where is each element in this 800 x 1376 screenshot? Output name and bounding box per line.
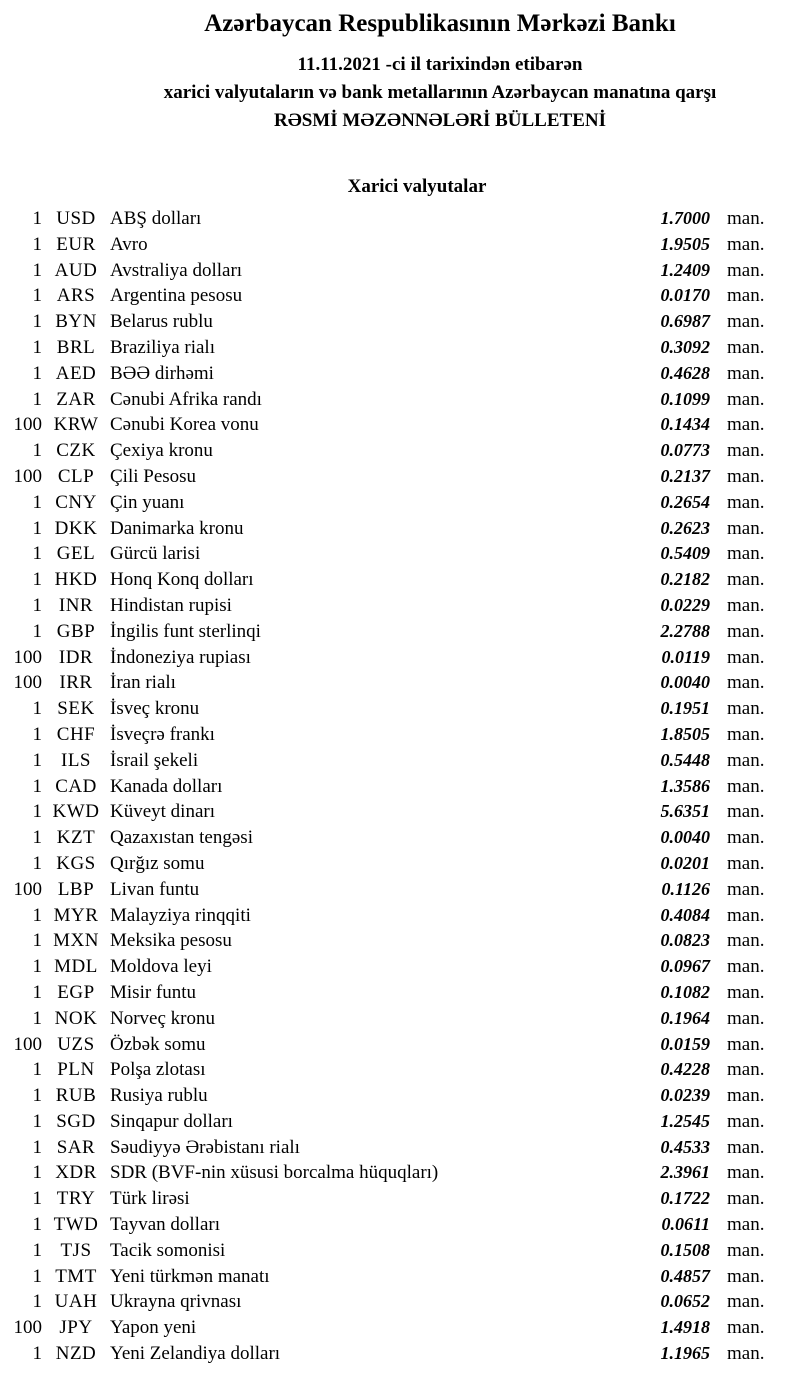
unit-label: man. — [727, 259, 765, 281]
currency-code: KRW — [53, 414, 99, 436]
exchange-rate: 1.9505 — [660, 233, 710, 254]
currency-row — [0, 232, 800, 258]
currency-code: NZD — [55, 1343, 97, 1365]
currency-name: İndoneziya rupiası — [110, 646, 251, 668]
currency-name: Hindistan rupisi — [110, 594, 232, 616]
currency-quantity: 1 — [32, 1059, 42, 1081]
exchange-rate: 0.2654 — [660, 491, 710, 512]
currency-row — [0, 1264, 800, 1290]
currency-name: Argentina pesosu — [110, 285, 243, 307]
currency-row — [0, 1186, 800, 1212]
unit-label: man. — [727, 1136, 765, 1158]
currency-quantity: 1 — [32, 1110, 42, 1132]
unit-label: man. — [727, 491, 765, 513]
currency-row — [0, 1006, 800, 1032]
currency-code: CHF — [56, 723, 96, 745]
unit-label: man. — [727, 1265, 765, 1287]
exchange-rate: 0.1964 — [660, 1007, 710, 1028]
currency-quantity: 1 — [32, 336, 42, 358]
exchange-rate: 0.2182 — [660, 569, 710, 590]
bulletin-title: RƏSMİ MƏZƏNNƏLƏRİ BÜLLETENİ — [273, 110, 606, 131]
currency-row — [0, 903, 800, 929]
currency-name: İran rialı — [110, 672, 176, 694]
unit-label: man. — [727, 1214, 765, 1236]
currency-row — [0, 438, 800, 464]
unit-label: man. — [727, 233, 765, 255]
exchange-rate: 0.1082 — [660, 981, 710, 1002]
currency-row — [0, 387, 800, 413]
exchange-rate: 0.5409 — [660, 543, 710, 564]
currency-name: İsveçrə frankı — [110, 723, 215, 745]
section-title-foreign-currencies: Xarici valyutalar — [347, 176, 487, 197]
currency-row — [0, 1160, 800, 1186]
currency-code: SEK — [57, 698, 95, 720]
currency-code: GBP — [56, 620, 96, 642]
currency-name: Çili Pesosu — [110, 465, 197, 487]
currency-code: TRY — [56, 1188, 96, 1210]
exchange-rate: 0.2623 — [660, 517, 710, 538]
currency-quantity: 1 — [32, 1188, 42, 1210]
currency-quantity: 1 — [32, 749, 42, 771]
unit-label: man. — [727, 930, 765, 952]
currency-name: BƏƏ dirhəmi — [110, 362, 214, 384]
unit-label: man. — [727, 801, 765, 823]
exchange-rate: 0.0119 — [661, 646, 710, 667]
currency-name: Honq Konq dolları — [110, 569, 254, 591]
currency-name: Moldova leyi — [110, 956, 212, 978]
currency-quantity: 100 — [13, 672, 42, 694]
currency-row — [0, 1032, 800, 1058]
currency-name: Sinqapur dolları — [110, 1110, 233, 1132]
currency-name: Tayvan dolları — [110, 1214, 220, 1236]
currency-code: LBP — [57, 878, 95, 900]
effective-date-line: 11.11.2021 -ci il tarixindən etibarən — [297, 54, 583, 75]
currency-quantity: 1 — [32, 285, 42, 307]
unit-label: man. — [727, 1162, 765, 1184]
currency-row — [0, 361, 800, 387]
currency-quantity: 1 — [32, 1007, 42, 1029]
exchange-rate: 0.0823 — [660, 930, 710, 951]
currency-name: Qırğız somu — [110, 852, 205, 874]
currency-code: CAD — [55, 775, 97, 797]
currency-code: HKD — [54, 569, 98, 591]
currency-code: MDL — [54, 956, 98, 978]
exchange-rate: 0.5448 — [660, 749, 710, 770]
currency-row — [0, 980, 800, 1006]
currency-name: Braziliya rialı — [110, 336, 215, 358]
currency-quantity: 1 — [32, 208, 42, 229]
currency-quantity: 1 — [32, 517, 42, 539]
currency-code: UZS — [57, 1033, 95, 1055]
exchange-rate: 0.3092 — [660, 336, 710, 357]
unit-label: man. — [727, 672, 765, 694]
currency-code: CNY — [55, 491, 97, 513]
exchange-rate: 2.2788 — [660, 620, 710, 641]
currency-quantity: 1 — [32, 852, 42, 874]
exchange-rate-table — [0, 206, 800, 1367]
currency-quantity: 1 — [32, 775, 42, 797]
currency-row — [0, 1135, 800, 1161]
unit-label: man. — [727, 517, 765, 539]
currency-quantity: 1 — [32, 233, 42, 255]
unit-label: man. — [727, 1085, 765, 1107]
unit-label: man. — [727, 775, 765, 797]
currency-row — [0, 335, 800, 361]
currency-row — [0, 1341, 800, 1367]
currency-row — [0, 567, 800, 593]
currency-code: INR — [58, 594, 94, 616]
currency-row — [0, 309, 800, 335]
currency-row — [0, 412, 800, 438]
unit-label: man. — [727, 1059, 765, 1081]
unit-label: man. — [727, 956, 765, 978]
currency-code: CLP — [57, 465, 95, 487]
currency-code: DKK — [54, 517, 98, 539]
unit-label: man. — [727, 698, 765, 720]
currency-row — [0, 954, 800, 980]
exchange-rate: 0.0773 — [660, 440, 710, 461]
currency-name: Çin yuanı — [110, 491, 185, 513]
currency-code: BRL — [56, 336, 96, 358]
exchange-rate: 1.1965 — [660, 1343, 710, 1364]
currency-code: XDR — [55, 1162, 97, 1184]
currency-row — [0, 283, 800, 309]
exchange-rate: 0.4857 — [660, 1265, 710, 1286]
currency-code: ZAR — [56, 388, 96, 410]
currency-quantity: 1 — [32, 801, 42, 823]
currency-row — [0, 464, 800, 490]
currency-quantity: 1 — [32, 388, 42, 410]
currency-row — [0, 1315, 800, 1341]
currency-row — [0, 593, 800, 619]
currency-quantity: 1 — [32, 594, 42, 616]
unit-label: man. — [727, 208, 765, 229]
currency-name: Kanada dolları — [110, 775, 223, 797]
currency-quantity: 1 — [32, 1136, 42, 1158]
currency-name: Misir funtu — [110, 981, 197, 1003]
currency-row — [0, 670, 800, 696]
currency-name: Meksika pesosu — [110, 930, 232, 952]
currency-code: IDR — [58, 646, 94, 668]
currency-name: Malayziya rinqqiti — [110, 904, 251, 926]
unit-label: man. — [727, 569, 765, 591]
exchange-rate: 0.0201 — [660, 852, 710, 873]
currency-quantity: 100 — [13, 414, 42, 436]
currency-quantity: 1 — [32, 620, 42, 642]
currency-name: İsrail şekeli — [110, 749, 199, 771]
unit-label: man. — [727, 311, 765, 333]
currency-code: AED — [55, 362, 97, 384]
currency-quantity: 1 — [32, 1239, 42, 1261]
unit-label: man. — [727, 465, 765, 487]
bank-title: Azərbaycan Respublikasının Mərkəzi Bankı — [204, 10, 676, 37]
unit-label: man. — [727, 1317, 765, 1339]
currency-code: AUD — [54, 259, 98, 281]
currency-quantity: 100 — [13, 646, 42, 668]
currency-row — [0, 1109, 800, 1135]
exchange-rate: 0.0229 — [660, 594, 710, 615]
unit-label: man. — [727, 440, 765, 462]
currency-row — [0, 799, 800, 825]
exchange-rate: 0.4228 — [660, 1059, 710, 1080]
unit-label: man. — [727, 362, 765, 384]
unit-label: man. — [727, 594, 765, 616]
currency-quantity: 100 — [13, 465, 42, 487]
currency-name: Cənubi Korea vonu — [110, 414, 259, 436]
currency-name: Belarus rublu — [110, 311, 213, 333]
currency-name: Türk lirəsi — [110, 1188, 190, 1210]
currency-quantity: 100 — [13, 878, 42, 900]
subject-line: xarici valyutaların və bank metallarının Azərbaycan manatına qarşı — [163, 82, 717, 103]
currency-code: MXN — [53, 930, 99, 952]
exchange-rate: 0.2137 — [660, 465, 710, 486]
currency-code: CZK — [56, 440, 96, 462]
currency-name: Cənubi Afrika randı — [110, 388, 262, 410]
currency-row — [0, 1212, 800, 1238]
currency-row — [0, 877, 800, 903]
exchange-rate: 2.3961 — [660, 1162, 710, 1183]
currency-code: SGD — [56, 1110, 96, 1132]
currency-row — [0, 258, 800, 284]
currency-quantity: 1 — [32, 981, 42, 1003]
currency-quantity: 1 — [32, 259, 42, 281]
currency-name: Küveyt dinarı — [110, 801, 216, 823]
currency-row — [0, 825, 800, 851]
exchange-rate: 0.0967 — [660, 956, 710, 977]
currency-row — [0, 774, 800, 800]
currency-name: Özbək somu — [110, 1033, 206, 1055]
exchange-rate: 0.0040 — [660, 827, 710, 848]
currency-quantity: 1 — [32, 827, 42, 849]
currency-quantity: 100 — [13, 1317, 42, 1339]
exchange-rate: 1.8505 — [660, 723, 710, 744]
unit-label: man. — [727, 414, 765, 436]
currency-quantity: 1 — [32, 930, 42, 952]
currency-code: KGS — [56, 852, 96, 874]
currency-row — [0, 1057, 800, 1083]
currency-code: EGP — [57, 981, 95, 1003]
exchange-rate: 1.7000 — [660, 208, 710, 228]
currency-quantity: 100 — [13, 1033, 42, 1055]
currency-name: Polşa zlotası — [110, 1059, 206, 1081]
currency-row — [0, 516, 800, 542]
currency-row — [0, 928, 800, 954]
exchange-rate: 0.1508 — [660, 1239, 710, 1260]
exchange-rate: 0.4533 — [660, 1136, 710, 1157]
currency-name: Səudiyyə Ərəbistanı rialı — [110, 1136, 300, 1158]
currency-name: Avstraliya dolları — [110, 259, 243, 281]
unit-label: man. — [727, 1033, 765, 1055]
currency-row — [0, 851, 800, 877]
currency-quantity: 1 — [32, 1343, 42, 1365]
currency-quantity: 1 — [32, 362, 42, 384]
currency-code: ARS — [56, 285, 96, 307]
unit-label: man. — [727, 1188, 765, 1210]
currency-code: MYR — [53, 904, 99, 926]
currency-row — [0, 748, 800, 774]
currency-quantity: 1 — [32, 543, 42, 565]
unit-label: man. — [727, 620, 765, 642]
exchange-rate: 0.1951 — [660, 698, 710, 719]
currency-row — [0, 1289, 800, 1315]
currency-code: NOK — [54, 1007, 98, 1029]
unit-label: man. — [727, 388, 765, 410]
currency-quantity: 1 — [32, 440, 42, 462]
exchange-rate: 0.0040 — [660, 672, 710, 693]
currency-name: Norveç kronu — [110, 1007, 215, 1029]
currency-code: KZT — [56, 827, 96, 849]
unit-label: man. — [727, 543, 765, 565]
unit-label: man. — [727, 1343, 765, 1365]
currency-name: ABŞ dolları — [110, 208, 202, 229]
currency-quantity: 1 — [32, 1291, 42, 1313]
currency-quantity: 1 — [32, 1265, 42, 1287]
exchange-rate: 0.1099 — [660, 388, 710, 409]
currency-code: PLN — [57, 1059, 95, 1081]
currency-name: Danimarka kronu — [110, 517, 244, 539]
currency-row — [0, 696, 800, 722]
currency-row — [0, 490, 800, 516]
currency-row — [0, 1083, 800, 1109]
exchange-rate: 1.2545 — [660, 1110, 710, 1131]
unit-label: man. — [727, 1291, 765, 1313]
exchange-rate: 0.0239 — [660, 1085, 710, 1106]
currency-row — [0, 541, 800, 567]
exchange-rate: 0.0159 — [660, 1033, 710, 1054]
unit-label: man. — [727, 878, 765, 900]
currency-code: BYN — [55, 311, 97, 333]
exchange-rate: 1.3586 — [660, 775, 710, 796]
currency-row — [0, 645, 800, 671]
exchange-rate: 5.6351 — [660, 801, 710, 822]
currency-name: Çexiya kronu — [110, 440, 213, 462]
currency-name: Tacik somonisi — [110, 1239, 226, 1261]
exchange-rate: 0.1434 — [660, 414, 710, 435]
currency-quantity: 1 — [32, 904, 42, 926]
currency-code: TMT — [55, 1265, 97, 1287]
currency-name: İsveç kronu — [110, 698, 200, 720]
currency-name: Qazaxıstan tengəsi — [110, 827, 253, 849]
exchange-rate: 0.4628 — [660, 362, 710, 383]
exchange-rate: 0.1722 — [660, 1188, 710, 1209]
unit-label: man. — [727, 827, 765, 849]
currency-quantity: 1 — [32, 956, 42, 978]
exchange-rate: 0.0611 — [661, 1214, 710, 1235]
currency-row — [0, 619, 800, 645]
currency-name: Gürcü larisi — [110, 543, 201, 565]
currency-code: ILS — [61, 749, 91, 771]
currency-row — [0, 722, 800, 748]
unit-label: man. — [727, 981, 765, 1003]
exchange-rate: 0.0652 — [660, 1291, 710, 1312]
unit-label: man. — [727, 646, 765, 668]
unit-label: man. — [727, 723, 765, 745]
unit-label: man. — [727, 1239, 765, 1261]
exchange-rate: 0.4084 — [660, 904, 710, 925]
currency-code: JPY — [59, 1317, 93, 1339]
unit-label: man. — [727, 852, 765, 874]
currency-code: RUB — [55, 1085, 97, 1107]
exchange-rate: 1.2409 — [660, 259, 710, 280]
currency-quantity: 1 — [32, 491, 42, 513]
unit-label: man. — [727, 1007, 765, 1029]
unit-label: man. — [727, 749, 765, 771]
exchange-rate: 0.1126 — [661, 878, 710, 899]
bulletin-header — [80, 0, 800, 135]
currency-name: Rusiya rublu — [110, 1085, 208, 1107]
currency-code: UAH — [54, 1291, 98, 1313]
currency-quantity: 1 — [32, 723, 42, 745]
exchange-rate: 0.6987 — [660, 311, 710, 332]
currency-quantity: 1 — [32, 569, 42, 591]
currency-name: Avro — [110, 233, 148, 255]
currency-code: EUR — [56, 233, 96, 255]
unit-label: man. — [727, 285, 765, 307]
currency-row — [0, 1238, 800, 1264]
exchange-rate: 0.0170 — [660, 285, 710, 306]
currency-name: İngilis funt sterlinqi — [110, 620, 261, 642]
currency-code: USD — [56, 208, 96, 229]
currency-code: SAR — [56, 1136, 96, 1158]
currency-name: SDR (BVF-nin xüsusi borcalma hüquqları) — [110, 1162, 439, 1184]
currency-code: TJS — [60, 1239, 92, 1261]
unit-label: man. — [727, 904, 765, 926]
currency-code: GEL — [56, 543, 96, 565]
unit-label: man. — [727, 1110, 765, 1132]
currency-row — [0, 206, 800, 232]
currency-quantity: 1 — [32, 1162, 42, 1184]
currency-code: TWD — [53, 1214, 99, 1236]
currency-name: Ukrayna qrivnası — [110, 1291, 242, 1313]
currency-quantity: 1 — [32, 311, 42, 333]
currency-code: KWD — [52, 801, 100, 823]
currency-name: Livan funtu — [110, 878, 200, 900]
currency-name: Yapon yeni — [110, 1317, 197, 1339]
unit-label: man. — [727, 336, 765, 358]
currency-name: Yeni türkmən manatı — [110, 1265, 270, 1287]
currency-name: Yeni Zelandiya dolları — [110, 1343, 281, 1365]
currency-quantity: 1 — [32, 698, 42, 720]
currency-quantity: 1 — [32, 1214, 42, 1236]
exchange-rate: 1.4918 — [660, 1317, 710, 1338]
currency-quantity: 1 — [32, 1085, 42, 1107]
currency-code: IRR — [59, 672, 93, 694]
